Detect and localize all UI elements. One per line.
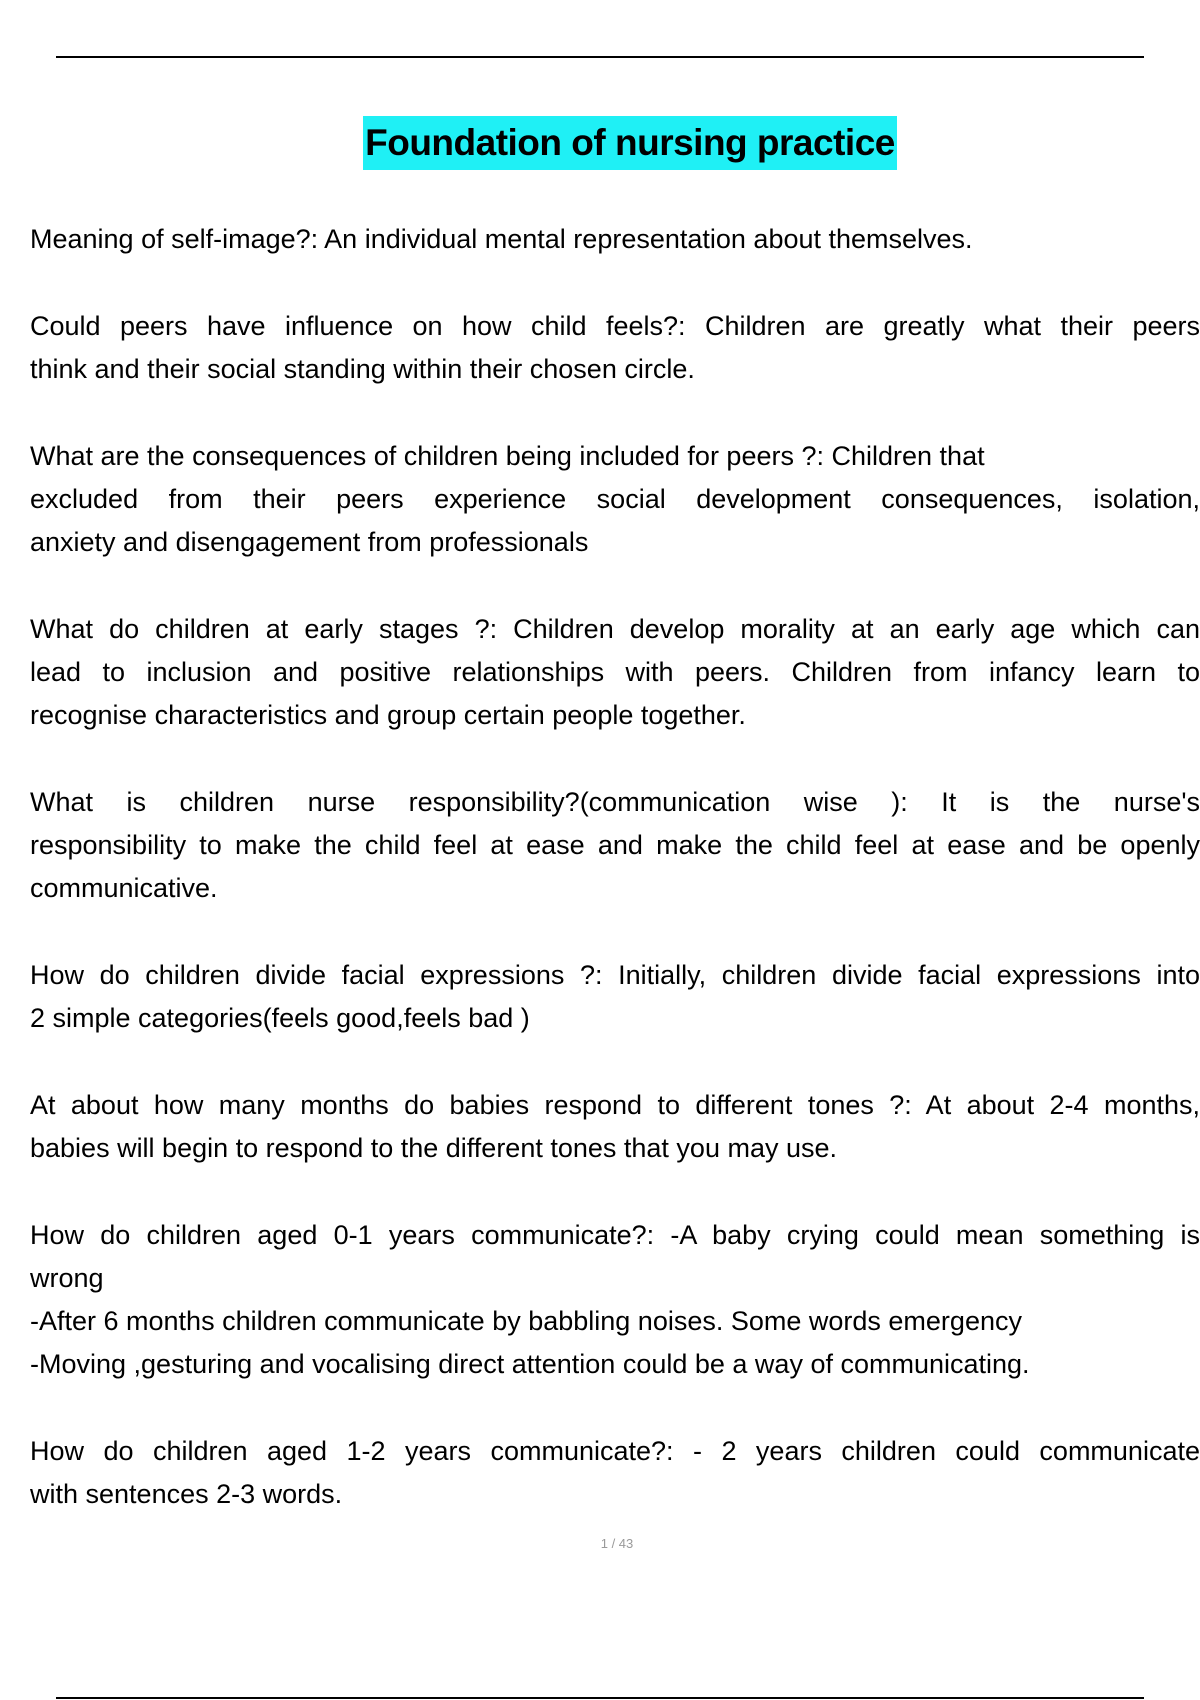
paragraph-peer-influence <box>30 305 1200 391</box>
text-line: At about how many months do babies respond to different tones ?: At about 2-4 months, <box>30 1090 1200 1120</box>
text-line: How do children divide facial expressions ?: Initially, children divide facial expressions into <box>30 960 1200 990</box>
text-line: wrong <box>30 1263 104 1293</box>
text-line: babies will begin to respond to the different tones that you may use. <box>30 1133 838 1163</box>
text-line: What are the consequences of children being included for peers ?: Children that <box>30 441 985 471</box>
text-line: communicative. <box>30 873 218 903</box>
bottom-rule <box>56 1697 1144 1699</box>
text-line: excluded from their peers experience social development consequences, isolation, <box>30 484 1200 514</box>
document-body <box>30 218 1200 1560</box>
text-line: lead to inclusion and positive relationships with peers. Children from infancy learn to <box>30 657 1200 687</box>
text-line: responsibility to make the child feel at ease and make the child feel at ease and be openly <box>30 830 1200 860</box>
paragraph-facial-expressions <box>30 954 1200 1040</box>
paragraph-exclusion-consequences <box>30 435 1200 564</box>
text-line: with sentences 2-3 words. <box>30 1479 343 1509</box>
text-line: recognise characteristics and group certain people together. <box>30 700 746 730</box>
paragraph-early-stages <box>30 608 1200 737</box>
text-line: What do children at early stages ?: Children develop morality at an early age which can <box>30 614 1200 644</box>
text-line: -After 6 months children communicate by babbling noises. Some words emergency <box>30 1306 1022 1336</box>
text-line: anxiety and disengagement from professionals <box>30 527 589 557</box>
top-rule <box>56 56 1144 58</box>
paragraph-self-image <box>30 218 1200 261</box>
text-line: How do children aged 0-1 years communicate?: -A baby crying could mean something is <box>30 1220 1200 1250</box>
text-line: What is children nurse responsibility?(communication wise ): It is the nurse's <box>30 787 1200 817</box>
paragraph-tones <box>30 1084 1200 1170</box>
text-line: Could peers have influence on how child feels?: Children are greatly what their peers <box>30 311 1200 341</box>
text-line: How do children aged 1-2 years communicate?: - 2 years children could communicate <box>30 1436 1200 1466</box>
page-number: 1 / 43 <box>600 1536 634 1551</box>
paragraph-age-0-1 <box>30 1214 1200 1386</box>
paragraph-nurse-responsibility <box>30 781 1200 910</box>
text-line: think and their social standing within their chosen circle. <box>30 354 695 384</box>
title-container <box>0 116 1200 170</box>
document-title: Foundation of nursing practice <box>363 116 897 170</box>
text-line: -Moving ,gesturing and vocalising direct attention could be a way of communicating. <box>30 1349 1030 1379</box>
text-line: 2 simple categories(feels good,feels bad ) <box>30 1003 530 1033</box>
text-line: Meaning of self-image?: An individual mental representation about themselves. <box>30 224 973 254</box>
paragraph-age-1-2 <box>30 1430 1200 1516</box>
